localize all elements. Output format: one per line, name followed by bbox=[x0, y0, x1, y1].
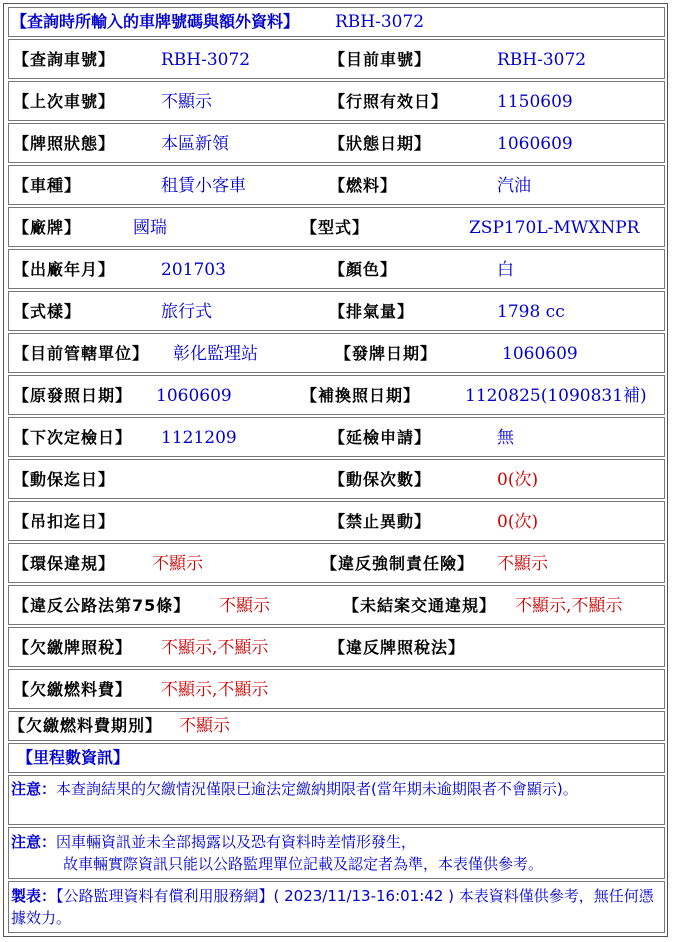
row-label-left: 【下次定檢日】 bbox=[13, 428, 133, 447]
row-value-left: 不顯示 bbox=[152, 554, 203, 574]
footer-text bbox=[11, 885, 661, 929]
row-value-right: 1060609 bbox=[497, 134, 573, 154]
table-row bbox=[8, 627, 665, 667]
query-header-row bbox=[8, 7, 665, 37]
row-value-left: RBH-3072 bbox=[161, 50, 251, 70]
row-label-right: 【排氣量】 bbox=[329, 302, 415, 321]
note-prefix: 注意： bbox=[11, 780, 57, 798]
row-label-left: 【欠繳燃料費】 bbox=[13, 680, 133, 699]
row-value-right: 不顯示,不顯示 bbox=[515, 596, 623, 616]
row-label-left: 【牌照狀態】 bbox=[13, 134, 116, 153]
table-row bbox=[8, 207, 665, 247]
row-value-right: 汽油 bbox=[497, 176, 531, 196]
row-value-left: 不顯示,不顯示 bbox=[161, 638, 269, 658]
row-label-left: 【廠牌】 bbox=[13, 218, 82, 237]
row-label-left: 【違反公路法第75條】 bbox=[13, 596, 191, 615]
row-value-left: 不顯示 bbox=[161, 92, 212, 112]
row-value-left: 彰化監理站 bbox=[173, 344, 258, 364]
row-label-right: 【禁止異動】 bbox=[329, 512, 432, 531]
row-value-left: 1121209 bbox=[161, 428, 237, 448]
query-header-label: 【查詢時所輸入的車牌號碼與額外資料】 bbox=[11, 12, 300, 31]
table-row bbox=[8, 333, 665, 373]
row-label-right: 【行照有效日】 bbox=[329, 92, 449, 111]
note-text bbox=[11, 778, 661, 800]
row-value-left: 不顯示,不顯示 bbox=[161, 680, 269, 700]
footer-prefix: 製表： bbox=[11, 887, 57, 905]
row-label-right: 【目前車號】 bbox=[329, 50, 432, 69]
table-row bbox=[8, 375, 665, 415]
row-label-left: 【出廠年月】 bbox=[13, 260, 116, 279]
row-label-left: 【目前管轄單位】 bbox=[13, 344, 150, 363]
row-value-right: 無 bbox=[497, 428, 514, 448]
row-value-right: 1150609 bbox=[497, 92, 573, 112]
disclaimer-prefix: 注意： bbox=[11, 833, 57, 851]
fuel-period-value: 不顯示 bbox=[179, 716, 230, 736]
row-value-left: 國瑞 bbox=[133, 218, 167, 238]
table-row bbox=[8, 39, 665, 79]
row-value-right: 1120825(1090831補) bbox=[465, 386, 647, 406]
row-value-right: 不顯示 bbox=[497, 554, 548, 574]
row-value-right: 0(次) bbox=[497, 512, 539, 532]
row-value-right: ZSP170L-MWXNPR bbox=[469, 218, 640, 238]
row-value-right: 1060609 bbox=[502, 344, 578, 364]
table-row bbox=[8, 669, 665, 709]
table-row bbox=[8, 123, 665, 163]
row-value-right: RBH-3072 bbox=[497, 50, 587, 70]
row-label-right: 【型式】 bbox=[301, 218, 370, 237]
row-label-left: 【吊扣迄日】 bbox=[13, 512, 116, 531]
note-row bbox=[8, 775, 665, 825]
row-label-right: 【違反強制責任險】 bbox=[321, 554, 475, 573]
row-value-right: 白 bbox=[497, 260, 514, 280]
row-label-right: 【狀態日期】 bbox=[329, 134, 432, 153]
row-label-left: 【動保迄日】 bbox=[13, 470, 116, 489]
row-label-right: 【延檢申請】 bbox=[329, 428, 432, 447]
footer-body: 【公路監理資料有償利用服務網】( 2023/11/13-16:01:42 ) 本表資料僅供參考，無任何憑據效力。 bbox=[11, 887, 654, 927]
table-row bbox=[8, 249, 665, 289]
disclaimer-text bbox=[11, 831, 661, 875]
note-body: 本查詢結果的欠繳情況僅限已逾法定繳納期限者(當年期未逾期限者不會顯示)。 bbox=[56, 780, 578, 798]
row-label-right: 【補換照日期】 bbox=[301, 386, 421, 405]
row-value-right: 0(次) bbox=[497, 470, 539, 490]
row-label-right: 【燃料】 bbox=[329, 176, 398, 195]
row-value-left: 1060609 bbox=[156, 386, 232, 406]
row-value-left: 本區新領 bbox=[161, 134, 229, 154]
row-value-right: 1798 cc bbox=[497, 302, 565, 322]
row-label-right: 【未結案交通違規】 bbox=[343, 596, 497, 615]
fuel-period-row bbox=[8, 711, 665, 741]
row-value-left: 旅行式 bbox=[161, 302, 212, 322]
row-label-right: 【違反牌照稅法】 bbox=[329, 638, 466, 657]
table-row bbox=[8, 165, 665, 205]
disclaimer-line-2: 故車輛實際資訊只能以公路監理單位記載及認定者為準，本表僅供參考。 bbox=[63, 855, 544, 873]
row-label-right: 【發牌日期】 bbox=[335, 344, 438, 363]
mileage-row bbox=[8, 743, 665, 773]
table-row bbox=[8, 291, 665, 331]
table-row bbox=[8, 585, 665, 625]
mileage-label: 【里程數資訊】 bbox=[17, 748, 130, 767]
row-label-left: 【式樣】 bbox=[13, 302, 82, 321]
row-value-left: 不顯示 bbox=[219, 596, 270, 616]
row-label-left: 【欠繳牌照稅】 bbox=[13, 638, 133, 657]
row-label-left: 【環保違規】 bbox=[13, 554, 116, 573]
table-row bbox=[8, 459, 665, 499]
table-row bbox=[8, 543, 665, 583]
row-label-right: 【動保次數】 bbox=[329, 470, 432, 489]
fuel-period-label: 【欠繳燃料費期別】 bbox=[9, 716, 163, 735]
row-label-left: 【原發照日期】 bbox=[13, 386, 133, 405]
row-label-left: 【查詢車號】 bbox=[13, 50, 116, 69]
disclaimer-line-1: 因車輛資訊並未全部揭露以及恐有資料時差情形發生， bbox=[56, 833, 417, 851]
row-label-right: 【顏色】 bbox=[329, 260, 398, 279]
table-row bbox=[8, 417, 665, 457]
disclaimer-row bbox=[8, 827, 665, 879]
row-label-left: 【車種】 bbox=[13, 176, 82, 195]
table-row bbox=[8, 81, 665, 121]
row-label-left: 【上次車號】 bbox=[13, 92, 116, 111]
footer-row bbox=[8, 881, 665, 933]
table-row bbox=[8, 501, 665, 541]
row-value-left: 201703 bbox=[161, 260, 226, 280]
row-value-left: 租賃小客車 bbox=[161, 176, 246, 196]
query-header-plate: RBH-3072 bbox=[335, 12, 425, 32]
